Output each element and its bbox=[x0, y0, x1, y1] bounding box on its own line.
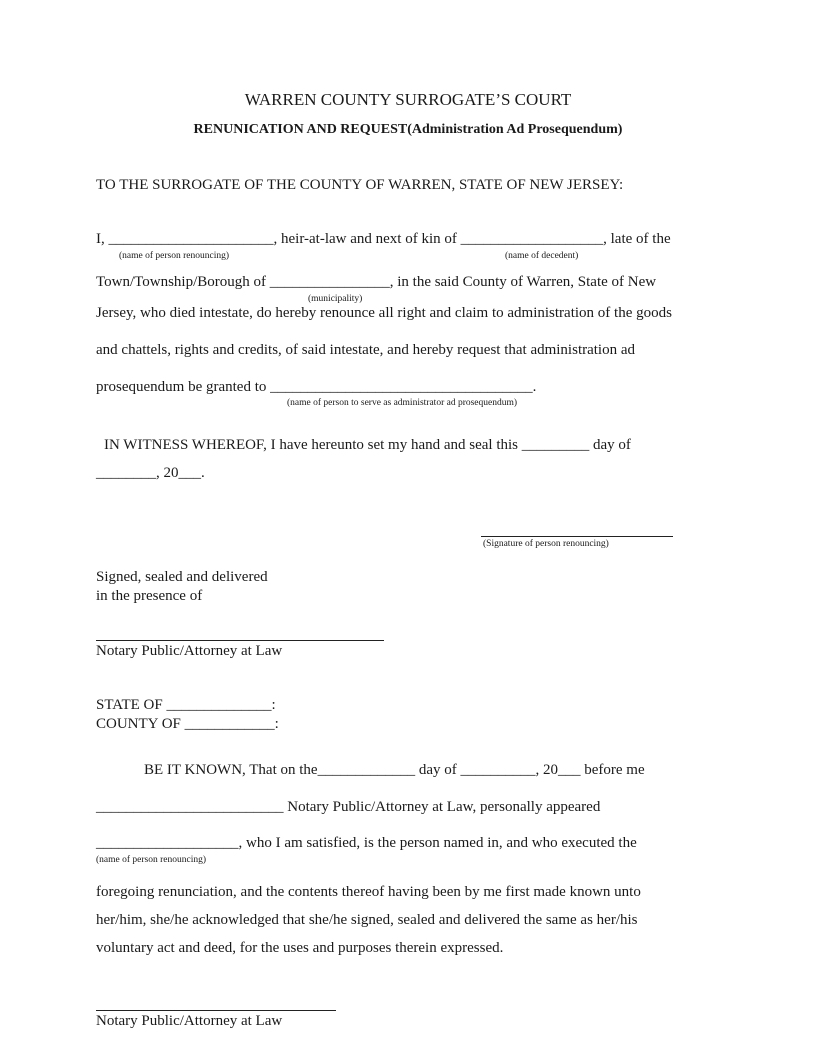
caption-person-renouncing: (name of person renouncing) bbox=[119, 251, 230, 261]
court-title: WARREN COUNTY SURROGATE’S COURT bbox=[244, 90, 572, 109]
footer-notary-signature-line bbox=[96, 1010, 336, 1011]
acknowledgment-line-2: _________________________ Notary Public/Attorney at Law, personally appeared bbox=[96, 799, 601, 815]
caption-administrator: (name of person to serve as administrator ad prosequendum) bbox=[287, 398, 518, 408]
signature-line bbox=[481, 536, 673, 537]
signature-caption: (Signature of person renouncing) bbox=[483, 539, 609, 549]
declaration-line-2: Town/Township/Borough of ________________, in the said County of Warren, State of New bbox=[96, 274, 657, 290]
form-title: RENUNICATION AND REQUEST(Administration Ad Prosequendum) bbox=[193, 122, 623, 137]
witness-line-2: ________, 20___. bbox=[96, 465, 205, 481]
notary-signature-line bbox=[96, 640, 384, 641]
presence-line-1: Signed, sealed and delivered bbox=[96, 569, 268, 585]
notary-label: Notary Public/Attorney at Law bbox=[96, 643, 283, 659]
acknowledgment-line-5: her/him, she/he acknowledged that she/he signed, sealed and delivered the same as her/his bbox=[96, 912, 638, 928]
declaration-line-1: I, ______________________, heir-at-law and next of kin of ___________________, late of the bbox=[96, 231, 671, 247]
declaration-line-5: prosequendum be granted to ___________________________________. bbox=[96, 379, 537, 395]
venue-county: COUNTY OF ____________: bbox=[96, 716, 279, 732]
footer-notary-label: Notary Public/Attorney at Law bbox=[96, 1013, 283, 1029]
acknowledgment-line-3: ___________________, who I am satisfied, is the person named in, and who executed the bbox=[96, 835, 637, 851]
acknowledgment-line-1: BE IT KNOWN, That on the_____________ day of __________, 20___ before me bbox=[144, 762, 645, 778]
acknowledgment-line-4: foregoing renunciation, and the contents thereof having been by me first made known unto bbox=[96, 884, 641, 900]
venue-state: STATE OF ______________: bbox=[96, 697, 276, 713]
caption-municipality: (municipality) bbox=[308, 294, 363, 304]
declaration-line-4: and chattels, rights and credits, of said intestate, and hereby request that administration ad bbox=[96, 342, 636, 358]
address-line: TO THE SURROGATE OF THE COUNTY OF WARREN, STATE OF NEW JERSEY: bbox=[96, 177, 624, 193]
presence-line-2: in the presence of bbox=[96, 588, 203, 604]
caption-decedent: (name of decedent) bbox=[505, 251, 579, 261]
declaration-line-3: Jersey, who died intestate, do hereby renounce all right and claim to administration of the goods bbox=[96, 305, 672, 321]
acknowledgment-line-6: voluntary act and deed, for the uses and purposes therein expressed. bbox=[96, 940, 504, 956]
acknowledgment-caption-person-renouncing: (name of person renouncing) bbox=[96, 855, 207, 865]
witness-line-1: IN WITNESS WHEREOF, I have hereunto set my hand and seal this _________ day of bbox=[104, 437, 631, 453]
